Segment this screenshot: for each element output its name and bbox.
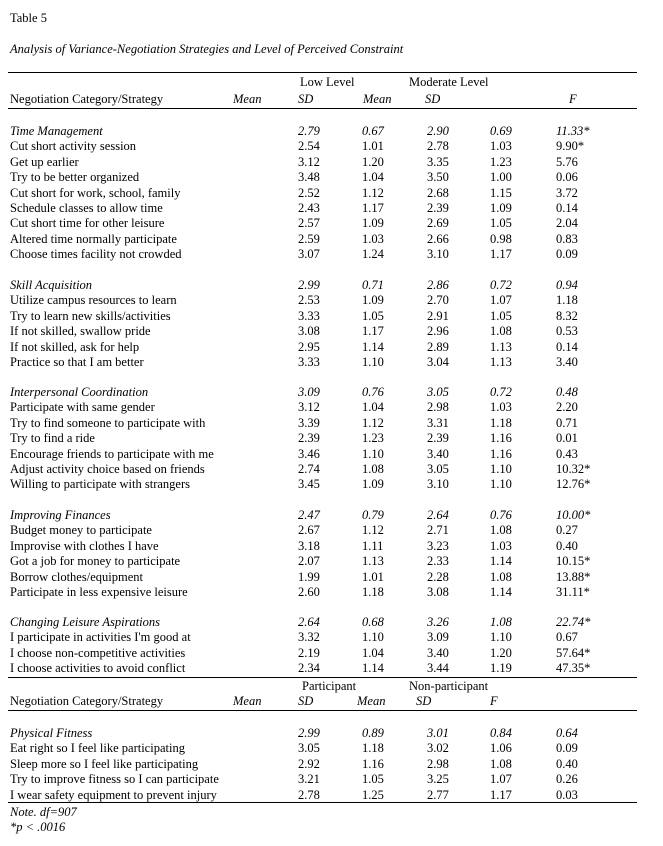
f-value: 22.74*: [556, 615, 591, 629]
sd-a: 1.08: [362, 462, 384, 476]
mean-b: 3.40: [427, 645, 449, 660]
strategy-label: Eat right so I feel like participating: [10, 741, 185, 756]
sd-a: 1.23: [362, 431, 384, 446]
f-value: 0.03: [556, 787, 578, 802]
table-row: [0, 741, 663, 756]
sd-b: 1.13: [490, 339, 512, 354]
mean-a: 2.59: [298, 231, 320, 246]
section2-header-rule: [8, 710, 637, 711]
category-row: [0, 278, 663, 293]
mean-a: 2.54: [298, 139, 320, 154]
table-row: [0, 400, 663, 415]
strategy-label: I participate in activities I'm good at: [10, 630, 191, 645]
table-row: [0, 155, 663, 170]
strategy-label: Willing to participate with strangers: [10, 477, 191, 492]
sd-b: 0.98: [490, 231, 512, 246]
strategy-label: Participate with same gender: [10, 400, 155, 415]
f-value: 0.09: [556, 741, 578, 756]
sd-b: 1.14: [490, 585, 512, 599]
mean-a: 2.92: [298, 756, 320, 771]
sd-a: 1.05: [362, 772, 384, 787]
sd-a: 1.05: [362, 308, 384, 323]
mean-b: 2.86: [427, 278, 449, 292]
strategy-label: Choose times facility not crowded: [10, 247, 182, 262]
table-row: [0, 416, 663, 431]
mean-b: 2.98: [427, 756, 449, 771]
mean-b: 2.98: [427, 400, 449, 415]
table-label: Table 5: [10, 11, 47, 25]
table-title: Analysis of Variance-Negotiation Strategies and Level of Perceived Constraint: [10, 42, 404, 56]
table-row: [0, 431, 663, 446]
mean-a: 3.12: [298, 400, 320, 415]
sd-b: 1.10: [490, 462, 512, 476]
mean-a: 3.48: [298, 170, 320, 185]
column-header-f-2: F: [490, 694, 498, 708]
mean-a: 3.33: [298, 355, 320, 369]
table-row: [0, 646, 663, 661]
table-row: [0, 247, 663, 262]
f-value: 3.40: [556, 355, 578, 369]
mean-b: 2.77: [427, 787, 449, 802]
strategy-label: Participate in less expensive leisure: [10, 585, 188, 599]
column-header-mean-b-2: Mean: [357, 694, 386, 708]
table-row: [0, 585, 663, 600]
sd-b: 1.10: [490, 477, 512, 492]
f-value: 0.43: [556, 446, 578, 461]
sd-b: 1.05: [490, 216, 512, 231]
mean-b: 2.78: [427, 139, 449, 154]
sd-a: 1.12: [362, 415, 384, 430]
sd-a: 1.12: [362, 523, 384, 538]
sd-b: 1.03: [490, 538, 512, 553]
mean-b: 2.39: [427, 431, 449, 446]
sd-b: 1.08: [490, 569, 512, 584]
strategy-label: Schedule classes to allow time: [10, 201, 163, 215]
table-row: [0, 539, 663, 554]
group-label-participant: Participant: [302, 679, 357, 693]
mean-a: 2.99: [298, 278, 320, 292]
sd-b: 1.05: [490, 308, 512, 323]
mean-b: 2.70: [427, 293, 449, 308]
sd-b: 1.03: [490, 400, 512, 415]
sd-b: 1.03: [490, 139, 512, 154]
mean-b: 2.33: [427, 554, 449, 569]
mean-b: 3.04: [427, 355, 449, 369]
group-label-nonparticipant: Non-participant: [409, 679, 489, 693]
strategy-label: Sleep more so I feel like participating: [10, 756, 199, 771]
f-value: 0.27: [556, 523, 578, 538]
f-value: 3.72: [556, 185, 578, 200]
sd-a: 1.14: [362, 339, 384, 354]
f-value: 0.40: [556, 756, 578, 771]
mean-a: 3.45: [298, 477, 320, 492]
sd-b: 0.84: [490, 726, 512, 740]
mean-b: 2.71: [427, 523, 449, 538]
sd-a: 1.13: [362, 554, 384, 569]
mean-b: 3.50: [427, 170, 449, 185]
strategy-label: Cut short activity session: [10, 139, 137, 154]
f-value: 0.67: [556, 630, 578, 645]
category-label: Time Management: [10, 124, 103, 138]
table-row: [0, 570, 663, 585]
f-value: 0.64: [556, 726, 578, 740]
mean-a: 2.19: [298, 645, 320, 660]
mean-b: 2.68: [427, 185, 449, 200]
f-value: 0.26: [556, 772, 578, 787]
table-row: [0, 309, 663, 324]
f-value: 31.11*: [556, 585, 590, 599]
table-row: [0, 630, 663, 645]
category-label: Improving Finances: [10, 508, 111, 522]
strategy-label: Get up earlier: [10, 154, 79, 169]
mean-a: 2.39: [298, 431, 320, 446]
mean-a: 3.21: [298, 772, 320, 787]
mean-a: 2.79: [298, 124, 320, 138]
f-value: 0.14: [556, 201, 578, 215]
mean-a: 2.60: [298, 585, 320, 599]
mean-a: 2.64: [298, 615, 320, 629]
column-header-sd-b-2: SD: [416, 694, 432, 708]
strategy-label: Got a job for money to participate: [10, 554, 181, 569]
f-value: 2.04: [556, 216, 578, 231]
sd-b: 1.16: [490, 446, 512, 461]
sd-a: 1.09: [362, 216, 384, 231]
sd-a: 1.09: [362, 477, 384, 492]
sd-a: 0.71: [362, 278, 384, 292]
table-row: [0, 201, 663, 216]
sd-b: 0.69: [490, 124, 512, 138]
mean-a: 3.07: [298, 247, 320, 262]
table-row: [0, 324, 663, 339]
mean-a: 3.33: [298, 308, 320, 323]
mean-a: 3.05: [298, 741, 320, 756]
mean-b: 2.28: [427, 569, 449, 584]
sd-b: 1.17: [490, 787, 512, 802]
f-value: 2.20: [556, 400, 578, 415]
f-value: 0.40: [556, 538, 578, 553]
sd-a: 1.10: [362, 446, 384, 461]
sd-a: 1.18: [362, 741, 384, 756]
table-row: [0, 355, 663, 370]
mean-a: 2.53: [298, 293, 320, 308]
table-note: Note. df=907: [10, 805, 77, 819]
sd-b: 1.20: [490, 645, 512, 660]
sd-b: 1.10: [490, 630, 512, 645]
category-row: [0, 726, 663, 741]
mean-b: 2.66: [427, 231, 449, 246]
bottom-rule: [8, 802, 637, 803]
mean-b: 3.10: [427, 247, 449, 262]
f-value: 8.32: [556, 308, 578, 323]
sd-b: 1.08: [490, 324, 512, 339]
sd-b: 0.72: [490, 278, 512, 292]
mean-b: 2.69: [427, 216, 449, 231]
category-row: [0, 385, 663, 400]
f-value: 11.33*: [556, 124, 590, 138]
sd-a: 0.76: [362, 385, 384, 399]
strategy-label: Improvise with clothes I have: [10, 538, 159, 553]
table-row: [0, 772, 663, 787]
group-label-low: Low Level: [300, 75, 355, 89]
sd-a: 0.68: [362, 615, 384, 629]
f-value: 10.00*: [556, 508, 591, 522]
column-header-mean-b: Mean: [363, 92, 392, 106]
sd-a: 1.09: [362, 293, 384, 308]
mean-a: 2.52: [298, 185, 320, 200]
sd-a: 1.17: [362, 324, 384, 339]
mean-b: 3.40: [427, 446, 449, 461]
category-label: Skill Acquisition: [10, 278, 93, 292]
f-value: 0.83: [556, 231, 578, 246]
sd-b: 1.07: [490, 772, 512, 787]
mean-a: 2.43: [298, 201, 320, 215]
mean-b: 3.10: [427, 477, 449, 492]
strategy-label: Try to find someone to participate with: [10, 415, 206, 430]
sd-b: 1.14: [490, 554, 512, 569]
header-rule: [8, 108, 637, 109]
strategy-label: Cut short for work, school, family: [10, 185, 181, 200]
column-header-mean-a: Mean: [233, 92, 262, 106]
category-label: Interpersonal Coordination: [10, 385, 149, 399]
table-row: [0, 186, 663, 201]
f-value: 9.90*: [556, 139, 585, 154]
mean-b: 3.23: [427, 538, 449, 553]
mean-b: 2.89: [427, 339, 449, 354]
column-header-category: Negotiation Category/Strategy: [10, 92, 164, 106]
strategy-label: Try to be better organized: [10, 170, 140, 185]
table-row: [0, 170, 663, 185]
f-value: 0.06: [556, 170, 578, 185]
mean-a: 3.46: [298, 446, 320, 461]
strategy-label: Borrow clothes/equipment: [10, 569, 143, 584]
strategy-label: Encourage friends to participate with me: [10, 446, 214, 461]
section2-top-rule: [8, 677, 637, 678]
sd-a: 0.89: [362, 726, 384, 740]
sd-b: 1.17: [490, 247, 512, 262]
mean-b: 2.64: [427, 508, 449, 522]
sd-b: 1.23: [490, 154, 512, 169]
sd-b: 1.07: [490, 293, 512, 308]
sd-b: 0.76: [490, 508, 512, 522]
sd-a: 1.18: [362, 585, 384, 599]
sd-a: 1.03: [362, 231, 384, 246]
table-row: [0, 139, 663, 154]
mean-b: 3.01: [427, 726, 449, 740]
mean-b: 2.91: [427, 308, 449, 323]
sd-a: 1.11: [362, 538, 384, 553]
strategy-label: Cut short time for other leisure: [10, 216, 165, 231]
mean-b: 3.26: [427, 615, 449, 629]
sd-a: 1.01: [362, 569, 384, 584]
mean-a: 1.99: [298, 569, 320, 584]
mean-a: 2.67: [298, 523, 320, 538]
sd-b: 1.13: [490, 355, 512, 369]
f-value: 12.76*: [556, 477, 591, 492]
table-row: [0, 661, 663, 676]
sd-a: 1.25: [362, 787, 384, 802]
table-row: [0, 462, 663, 477]
mean-b: 3.31: [427, 415, 449, 430]
f-value: 0.48: [556, 385, 578, 399]
category-label: Changing Leisure Aspirations: [10, 615, 161, 629]
mean-a: 3.12: [298, 154, 320, 169]
sd-a: 1.10: [362, 355, 384, 369]
sd-a: 1.20: [362, 154, 384, 169]
table-row: [0, 340, 663, 355]
table-row: [0, 788, 663, 803]
f-value: 0.71: [556, 415, 578, 430]
f-value: 0.01: [556, 431, 578, 446]
sd-a: 1.04: [362, 645, 384, 660]
table-row: [0, 232, 663, 247]
table-row: [0, 216, 663, 231]
mean-b: 3.05: [427, 385, 449, 399]
column-header-mean-a-2: Mean: [233, 694, 262, 708]
mean-a: 3.08: [298, 324, 320, 339]
mean-b: 2.90: [427, 124, 449, 138]
table-row: [0, 447, 663, 462]
strategy-label: Try to improve fitness so I can participate: [10, 772, 219, 787]
mean-a: 2.34: [298, 661, 320, 676]
strategy-label: I wear safety equipment to prevent injury: [10, 787, 217, 802]
sd-b: 1.08: [490, 523, 512, 538]
mean-a: 2.47: [298, 508, 320, 522]
sd-b: 1.18: [490, 415, 512, 430]
sd-a: 1.12: [362, 185, 384, 200]
f-value: 5.76: [556, 154, 578, 169]
sd-a: 1.04: [362, 170, 384, 185]
mean-b: 3.09: [427, 630, 449, 645]
table-row: [0, 554, 663, 569]
mean-b: 3.35: [427, 154, 449, 169]
mean-a: 3.39: [298, 415, 320, 430]
category-row: [0, 124, 663, 139]
sd-b: 1.09: [490, 201, 512, 215]
sd-a: 1.01: [362, 139, 384, 154]
mean-a: 2.99: [298, 726, 320, 740]
strategy-label: Utilize campus resources to learn: [10, 293, 177, 308]
mean-a: 3.18: [298, 538, 320, 553]
sd-a: 0.79: [362, 508, 384, 522]
mean-a: 3.32: [298, 630, 320, 645]
sd-b: 1.06: [490, 741, 512, 756]
strategy-label: Adjust activity choice based on friends: [10, 462, 205, 476]
sd-a: 1.17: [362, 201, 384, 215]
table-row: [0, 293, 663, 308]
f-value: 47.35*: [556, 661, 591, 676]
f-value: 10.15*: [556, 554, 591, 569]
group-label-moderate: Moderate Level: [409, 75, 489, 89]
mean-a: 3.09: [298, 385, 320, 399]
mean-a: 2.57: [298, 216, 320, 231]
mean-a: 2.78: [298, 787, 320, 802]
column-header-sd-b: SD: [425, 92, 441, 106]
significance-note: *p < .0016: [10, 820, 66, 834]
sd-b: 1.08: [490, 615, 512, 629]
strategy-label: Try to find a ride: [10, 431, 95, 446]
mean-b: 3.08: [427, 585, 449, 599]
f-value: 13.88*: [556, 569, 591, 584]
sd-b: 1.19: [490, 661, 512, 676]
sd-a: 1.14: [362, 661, 384, 676]
mean-b: 3.05: [427, 462, 449, 476]
table-row: [0, 477, 663, 492]
sd-a: 1.04: [362, 400, 384, 415]
top-rule: [8, 72, 637, 73]
table-row: [0, 757, 663, 772]
strategy-label: If not skilled, ask for help: [10, 339, 140, 354]
column-header-sd-a: SD: [298, 92, 314, 106]
strategy-label: If not skilled, swallow pride: [10, 324, 151, 339]
mean-b: 3.02: [427, 741, 449, 756]
column-header-f: F: [569, 92, 577, 106]
strategy-label: Practice so that I am better: [10, 355, 144, 369]
category-row: [0, 508, 663, 523]
sd-b: 1.08: [490, 756, 512, 771]
f-value: 57.64*: [556, 645, 591, 660]
sd-a: 1.10: [362, 630, 384, 645]
sd-a: 0.67: [362, 124, 384, 138]
mean-a: 2.07: [298, 554, 320, 569]
column-header-category-2: Negotiation Category/Strategy: [10, 694, 164, 708]
mean-a: 2.74: [298, 462, 320, 476]
mean-a: 2.95: [298, 339, 320, 354]
table-row: [0, 523, 663, 538]
f-value: 0.09: [556, 247, 578, 262]
mean-b: 2.39: [427, 201, 449, 215]
strategy-label: I choose non-competitive activities: [10, 645, 186, 660]
strategy-label: Try to learn new skills/activities: [10, 308, 171, 323]
sd-b: 1.15: [490, 185, 512, 200]
category-label: Physical Fitness: [10, 726, 93, 740]
sd-a: 1.24: [362, 247, 384, 262]
strategy-label: Budget money to participate: [10, 523, 152, 538]
f-value: 0.94: [556, 278, 578, 292]
mean-b: 3.44: [427, 661, 449, 676]
f-value: 10.32*: [556, 462, 591, 476]
f-value: 1.18: [556, 293, 578, 308]
f-value: 0.53: [556, 324, 578, 339]
mean-b: 2.96: [427, 324, 449, 339]
category-row: [0, 615, 663, 630]
sd-a: 1.16: [362, 756, 384, 771]
strategy-label: I choose activities to avoid conflict: [10, 661, 186, 676]
sd-b: 1.16: [490, 431, 512, 446]
sd-b: 1.00: [490, 170, 512, 185]
sd-b: 0.72: [490, 385, 512, 399]
column-header-sd-a-2: SD: [298, 694, 314, 708]
f-value: 0.14: [556, 339, 578, 354]
mean-b: 3.25: [427, 772, 449, 787]
strategy-label: Altered time normally participate: [10, 231, 177, 246]
